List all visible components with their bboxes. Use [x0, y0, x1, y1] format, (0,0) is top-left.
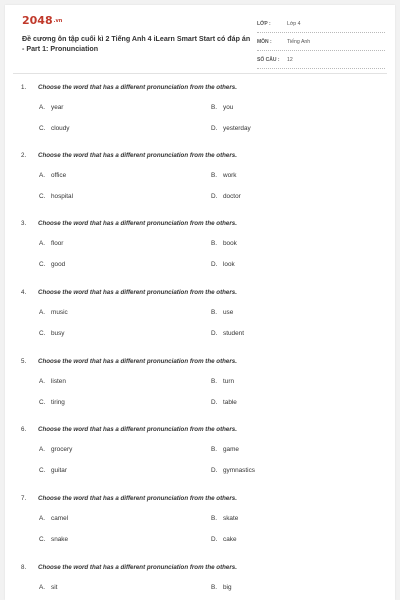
answer-option-a[interactable] — [39, 584, 57, 591]
answer-option-b[interactable] — [211, 104, 233, 111]
option-letter: D. — [211, 330, 218, 337]
option-letter: B. — [211, 309, 218, 316]
answer-option-a[interactable] — [39, 446, 72, 453]
option-letter: D. — [211, 261, 218, 268]
answer-option-c[interactable] — [39, 467, 67, 474]
document-page — [5, 5, 395, 600]
answer-option-d[interactable] — [211, 399, 237, 406]
question-text: Choose the word that has a different pronunciation from the others. — [38, 358, 237, 365]
option-text: good — [51, 261, 66, 268]
question-number: 8. — [21, 564, 27, 571]
option-letter: C. — [39, 399, 46, 406]
question-item — [5, 426, 395, 492]
question-item — [5, 152, 395, 218]
question-item — [5, 495, 395, 561]
answer-option-a[interactable] — [39, 104, 63, 111]
question-text: Choose the word that has a different pronunciation from the others. — [38, 220, 237, 227]
option-text: guitar — [51, 467, 67, 474]
answer-option-b[interactable] — [211, 309, 233, 316]
option-text: grocery — [51, 446, 73, 453]
answer-option-b[interactable] — [211, 378, 234, 385]
option-text: busy — [51, 330, 65, 337]
option-letter: B. — [211, 378, 218, 385]
option-letter: B. — [211, 584, 218, 591]
answer-option-c[interactable] — [39, 261, 65, 268]
header-divider — [13, 73, 387, 74]
option-text: skate — [223, 515, 239, 522]
answer-option-b[interactable] — [211, 515, 238, 522]
option-text: snake — [51, 536, 69, 543]
meta-label: SỐ CÂU : — [257, 57, 280, 63]
answer-option-d[interactable] — [211, 261, 235, 268]
answer-option-b[interactable] — [211, 584, 232, 591]
option-text: floor — [51, 240, 64, 247]
option-text: office — [51, 172, 67, 179]
answer-option-a[interactable] — [39, 515, 68, 522]
option-text: doctor — [223, 193, 241, 200]
question-item — [5, 220, 395, 286]
answer-option-d[interactable] — [211, 125, 251, 132]
meta-row-question-count — [257, 55, 385, 69]
option-letter: C. — [39, 330, 46, 337]
answer-option-d[interactable] — [211, 467, 255, 474]
option-text: book — [223, 240, 237, 247]
option-letter: A. — [39, 172, 46, 179]
option-text: cloudy — [51, 125, 70, 132]
option-letter: A. — [39, 446, 46, 453]
answer-option-d[interactable] — [211, 193, 241, 200]
question-text: Choose the word that has a different pronunciation from the others. — [38, 426, 237, 433]
question-text: Choose the word that has a different pronunciation from the others. — [38, 84, 237, 91]
option-text: hospital — [51, 193, 74, 200]
question-text: Choose the word that has a different pronunciation from the others. — [38, 152, 237, 159]
option-letter: C. — [39, 261, 46, 268]
question-item — [5, 564, 395, 600]
option-letter: C. — [39, 125, 46, 132]
option-letter: C. — [39, 467, 46, 474]
answer-option-c[interactable] — [39, 193, 73, 200]
question-item — [5, 84, 395, 150]
document-title: Đề cương ôn tập cuối kì 2 Tiếng Anh 4 iLearn Smart Start có đáp án - Part 1: Pronunciation — [22, 35, 251, 53]
question-item — [5, 289, 395, 355]
meta-value: Lớp 4 — [287, 21, 301, 27]
option-text: yesterday — [223, 125, 251, 132]
answer-option-d[interactable] — [211, 330, 244, 337]
option-text: camel — [51, 515, 69, 522]
option-text: tiring — [51, 399, 65, 406]
question-number: 5. — [21, 358, 27, 365]
option-letter: A. — [39, 104, 46, 111]
question-number: 2. — [21, 152, 27, 159]
answer-option-a[interactable] — [39, 240, 63, 247]
option-text: work — [223, 172, 237, 179]
question-number: 6. — [21, 426, 27, 433]
answer-option-b[interactable] — [211, 172, 237, 179]
option-letter: D. — [211, 399, 218, 406]
option-letter: D. — [211, 467, 218, 474]
question-number: 1. — [21, 84, 27, 91]
option-letter: D. — [211, 536, 218, 543]
meta-row-class — [257, 19, 385, 33]
answer-option-a[interactable] — [39, 309, 68, 316]
meta-value: Tiếng Anh — [287, 39, 311, 45]
option-text: listen — [51, 378, 66, 385]
option-letter: B. — [211, 240, 218, 247]
option-letter: B. — [211, 446, 218, 453]
option-letter: A. — [39, 584, 46, 591]
answer-option-b[interactable] — [211, 446, 239, 453]
site-logo[interactable] — [22, 14, 62, 27]
option-text: big — [223, 584, 232, 591]
logo-text: 2048 — [22, 14, 53, 27]
option-letter: B. — [211, 172, 218, 179]
option-text: game — [223, 446, 239, 453]
answer-option-b[interactable] — [211, 240, 237, 247]
option-letter: C. — [39, 193, 46, 200]
question-number: 7. — [21, 495, 27, 502]
option-letter: A. — [39, 309, 46, 316]
option-text: cake — [223, 536, 237, 543]
option-letter: A. — [39, 240, 46, 247]
option-text: you — [223, 104, 234, 111]
option-text: look — [223, 261, 235, 268]
question-number: 4. — [21, 289, 27, 296]
option-text: table — [223, 399, 237, 406]
option-text: student — [223, 330, 244, 337]
option-letter: A. — [39, 378, 46, 385]
option-text: use — [223, 309, 234, 316]
option-letter: C. — [39, 536, 46, 543]
logo-suffix: .vn — [53, 18, 63, 24]
question-text: Choose the word that has a different pronunciation from the others. — [38, 289, 237, 296]
answer-option-c[interactable] — [39, 399, 65, 406]
answer-option-a[interactable] — [39, 172, 66, 179]
answer-option-c[interactable] — [39, 125, 69, 132]
option-letter: D. — [211, 193, 218, 200]
question-item — [5, 358, 395, 424]
answer-option-c[interactable] — [39, 330, 65, 337]
option-letter: D. — [211, 125, 218, 132]
question-text: Choose the word that has a different pronunciation from the others. — [38, 564, 237, 571]
option-text: year — [51, 104, 64, 111]
option-letter: A. — [39, 515, 46, 522]
question-number: 3. — [21, 220, 27, 227]
option-text: turn — [223, 378, 235, 385]
option-text: music — [51, 309, 68, 316]
question-text: Choose the word that has a different pronunciation from the others. — [38, 495, 237, 502]
option-letter: B. — [211, 515, 218, 522]
option-letter: B. — [211, 104, 218, 111]
meta-label: MÔN : — [257, 39, 272, 45]
option-text: sit — [51, 584, 58, 591]
meta-value: 12 — [287, 57, 293, 63]
answer-option-c[interactable] — [39, 536, 68, 543]
option-text: gymnastics — [223, 467, 255, 474]
meta-panel — [257, 19, 385, 73]
meta-row-subject — [257, 37, 385, 51]
answer-option-d[interactable] — [211, 536, 237, 543]
answer-option-a[interactable] — [39, 378, 66, 385]
meta-label: LỚP : — [257, 21, 271, 27]
